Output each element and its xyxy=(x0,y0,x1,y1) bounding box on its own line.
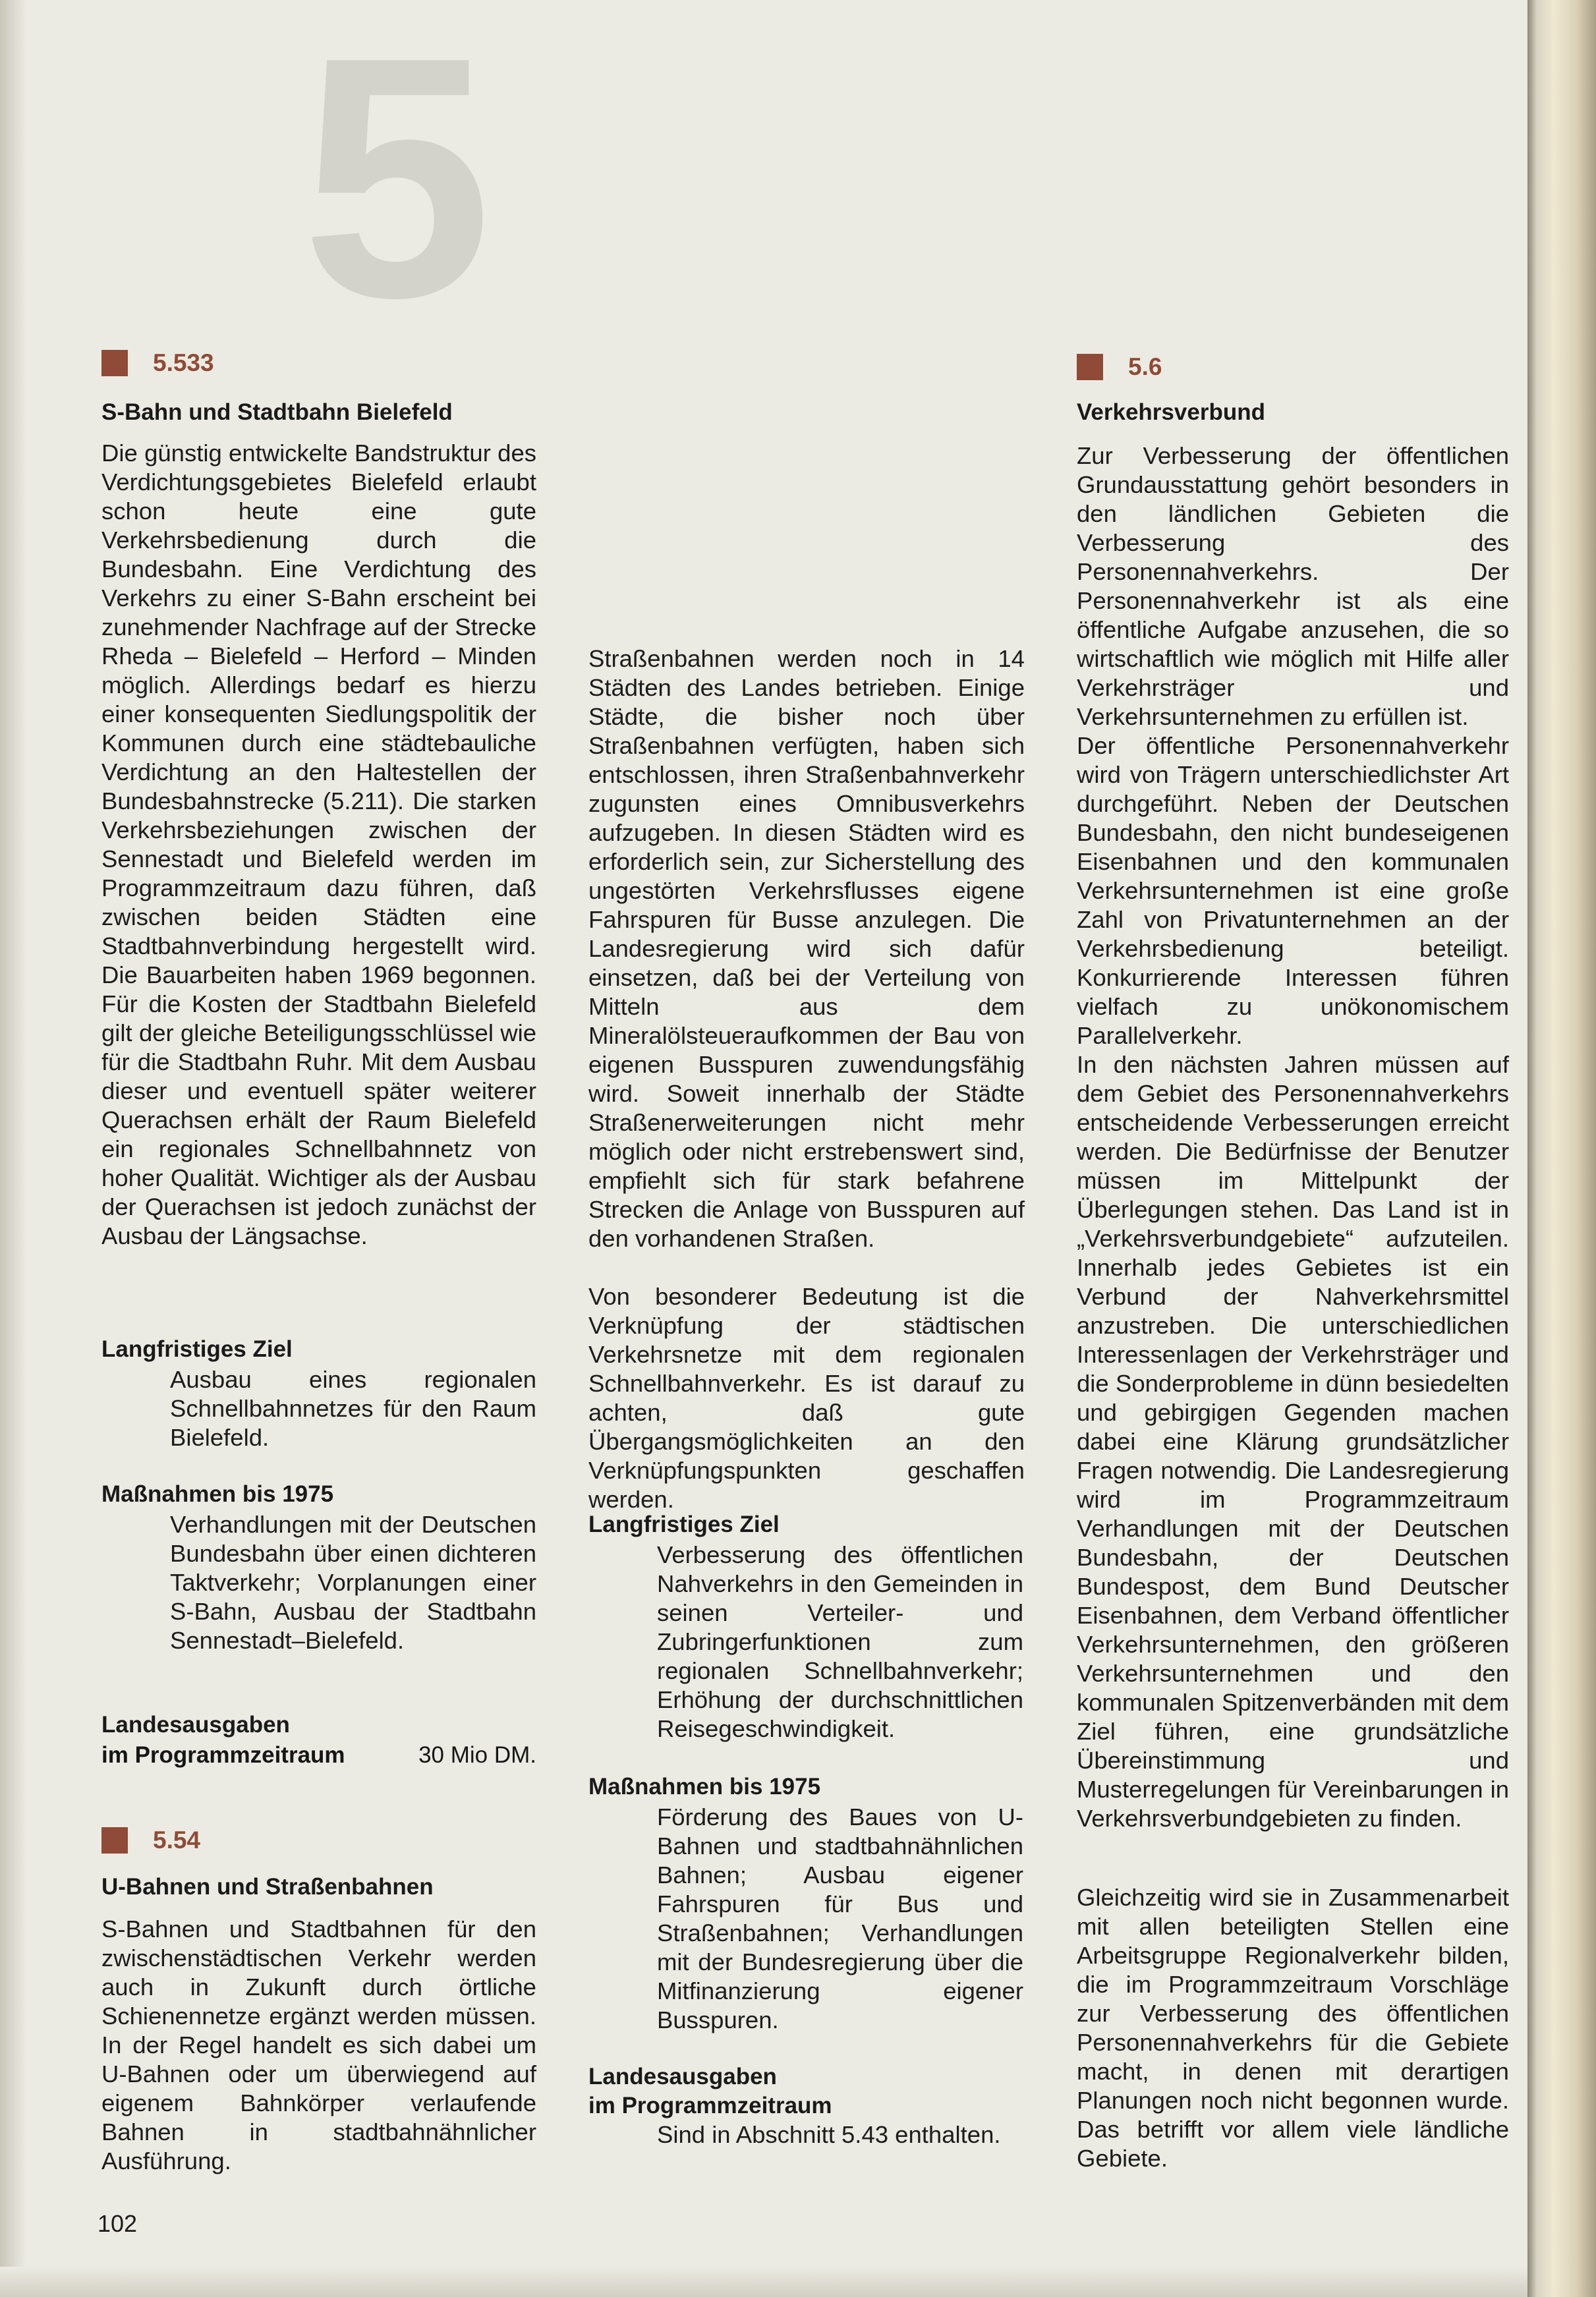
goal-heading: Langfristiges Ziel xyxy=(588,1512,780,1537)
spending-label: Landesausgaben xyxy=(101,1712,290,1738)
body-text-3: In den nächsten Jahren müssen auf dem Gebiet des Personennahverkehrs entscheidende Verbesserungen erreicht werden. Die Bedürfnisse der Benutzer müssen im Mittelpunkt der Überlegungen stehen. Das Land ist in „Verkehrsverbundgebiete“ aufzuteilen. Innerhalb jedes Gebietes ist ein Verbund der Nahverkehrsmittel anzustreben. Die unterschiedlichen Interessenlagen der Verkehrsträger und die Sonderprobleme in dünn besiedelten und gebirgigen Gegenden machen dabei eine Klärung grundsätzlicher Fragen notwendig. Die Landesregierung wird im Programmzeitraum Verhandlungen mit der Deutschen Bundesbahn, der Deutschen Bundespost, dem Bund Deutscher Eisenbahnen, dem Verband öffentlicher Verkehrsunternehmen, den größeren Verkehrsunternehmen und den kommunalen Spitzenverbänden mit dem Ziel führen, eine grundsätzliche Übereinstimmung und Musterregelungen für Vereinbarungen in Verkehrsverbundgebieten zu finden. xyxy=(1077,1051,1509,1832)
spending-value: Sind in Abschnitt 5.43 enthalten. xyxy=(657,2121,1001,2148)
section-number: 5.54 xyxy=(153,1827,201,1854)
measures-heading: Maßnahmen bis 1975 xyxy=(101,1481,334,1507)
section-heading-5533 xyxy=(101,349,214,377)
section-marker-icon xyxy=(101,350,128,376)
section-number: 5.533 xyxy=(153,349,214,376)
body-text-2: Von besonderer Bedeutung ist die Verknüpfung der städtischen Verkehrsnetze mit dem regionalen Schnellbahnverkehr. Es ist darauf zu achten, daß gute Übergangsmöglichkeiten an den Verknüpfungspunkten geschaffen werden. xyxy=(588,1283,1025,1513)
body-text: Straßenbahnen werden noch in 14 Städten des Landes betrieben. Einige Städte, die bisher noch über Straßenbahnen verfügten, haben sich entschlossen, ihren Straßenbahnverkehr zugunsten eines Omnibusverkehrs aufzugeben. In diesen Städten wird es erforderlich sein, zur Sicherstellung des ungestörten Verkehrsflusses eigene Fahrspuren für Busse anzulegen. Die Landesregierung wird sich dafür einsetzen, daß bei der Verteilung von Mitteln aus dem Mineralölsteueraufkommen der Bau von eigenen Busspuren zuwendungsfähig wird. Soweit innerhalb der Städte Straßenerweiterungen nicht mehr möglich oder nicht erstrebenswert sind, empfiehlt sich für stark befahrene Strecken die Anlage von Busspuren auf den vorhandenen Straßen. xyxy=(588,645,1025,1252)
spending-label: Landesausgaben xyxy=(588,2064,777,2089)
spending-label: im Programmzeitraum xyxy=(588,2093,832,2118)
spending-row xyxy=(101,1741,536,1770)
measures-heading: Maßnahmen bis 1975 xyxy=(588,1774,821,1800)
section-title: S-Bahn und Stadtbahn Bielefeld xyxy=(101,399,453,425)
page-edge-shadow xyxy=(0,0,26,2297)
chapter-number-watermark: 5 xyxy=(301,0,492,369)
section-number: 5.6 xyxy=(1128,353,1162,380)
body-text-2: Der öffentliche Personennahverkehr wird von Trägern unterschiedlichster Art durchgeführt. Neben der Deutschen Bundesbahn, den nicht bundeseigenen Eisenbahnen und den kommunalen Verkehrsunternehmen ist eine große Zahl von Privatunternehmen an der Verkehrsbedienung beteiligt. Konkurrierende Interessen führen vielfach zu unökonomischem Parallelverkehr. xyxy=(1077,732,1509,1049)
page-number: 102 xyxy=(98,2210,138,2237)
body-text-4: Gleichzeitig wird sie in Zusammenarbeit mit allen beteiligten Stellen eine Arbeitsgruppe Regionalverkehr bilden, die im Programmzeitraum Vorschläge zur Verbesserung des öffentlichen Personennahverkehrs für die Gebiete macht, in denen mit derartigen Planungen noch nicht begonnen wurde. Das betrifft vor allem viele ländliche Gebiete. xyxy=(1077,1884,1509,2172)
book-binding xyxy=(1527,0,1596,2297)
section-title: Verkehrsverbund xyxy=(1077,399,1265,425)
body-text: S-Bahnen und Stadtbahnen für den zwischenstädtischen Verkehr werden auch in Zukunft durch örtliche Schienennetze ergänzt werden müssen. In der Regel handelt es sich dabei um U-Bahnen oder um überwiegend auf eigenem Bahnkörper verlaufende Bahnen in stadtbahnähnlicher Ausführung. xyxy=(101,1915,536,2174)
goal-heading: Langfristiges Ziel xyxy=(101,1336,293,1362)
body-text: Zur Verbesserung der öffentlichen Grundausstattung gehört besonders in den ländlichen Gebieten die Verbesserung des Personennahverkehrs. Der Personennahverkehr ist als eine öffentliche Aufgabe anzusehen, die so wirtschaftlich wie möglich mit Hilfe aller Verkehrsträger und Verkehrsunternehmen zu erfüllen ist. xyxy=(1077,442,1509,730)
section-heading-56 xyxy=(1077,353,1162,381)
section-heading-554 xyxy=(101,1827,200,1854)
goal-text: Ausbau eines regionalen Schnellbahnnetzes für den Raum Bielefeld. xyxy=(170,1366,536,1451)
section-marker-icon xyxy=(1077,354,1103,380)
spending-label: im Programmzeitraum xyxy=(101,1742,345,1768)
section-title: U-Bahnen und Straßenbahnen xyxy=(101,1874,434,1900)
section-marker-icon xyxy=(101,1827,128,1854)
spending-value: 30 Mio DM. xyxy=(418,1742,536,1768)
page-bottom-edge xyxy=(0,2267,1527,2297)
goal-text: Verbesserung des öffentlichen Nahverkehrs in den Gemeinden in seinen Verteiler- und Zubringerfunktionen zum regionalen Schnellbahnverkehr; Erhöhung der durchschnittlichen Reisegeschwindigkeit. xyxy=(657,1541,1023,1742)
measures-text: Verhandlungen mit der Deutschen Bundesbahn über einen dichteren Taktverkehr; Vorplanungen einer S-Bahn, Ausbau der Stadtbahn Sennestadt–Bielefeld. xyxy=(170,1511,536,1654)
measures-text: Förderung des Baues von U-Bahnen und stadtbahnähnlichen Bahnen; Ausbau eigener Fahrspuren für Bus und Straßenbahnen; Verhandlungen mit der Bundesregierung über die Mitfinanzierung eigener Busspuren. xyxy=(657,1803,1023,2033)
body-text: Die günstig entwickelte Bandstruktur des Verdichtungsgebietes Bielefeld erlaubt schon heute eine gute Verkehrsbedienung durch die Bundesbahn. Eine Verdichtung des Verkehrs zu einer S-Bahn erscheint bei zunehmender Nachfrage auf der Strecke Rheda – Bielefeld – Herford – Minden möglich. Allerdings bedarf es hierzu einer konsequenten Siedlungspolitik der Kommunen durch eine städtebauliche Verdichtung an den Haltestellen der Bundesbahnstrecke (5.211). Die starken Verkehrsbeziehungen zwischen der Sennestadt und Bielefeld werden im Programmzeitraum dazu führen, daß zwischen beiden Städten eine Stadtbahnverbindung hergestellt wird. Die Bauarbeiten haben 1969 begonnen. Für die Kosten der Stadtbahn Bielefeld gilt der gleiche Beteiligungsschlüssel wie für die Stadtbahn Ruhr. Mit dem Ausbau dieser und eventuell später weiterer Querachsen erhält der Raum Bielefeld ein regionales Schnellbahnnetz von hoher Qualität. Wichtiger als der Ausbau der Querachsen ist jedoch zunächst der Ausbau der Längsachse. xyxy=(101,440,536,1249)
